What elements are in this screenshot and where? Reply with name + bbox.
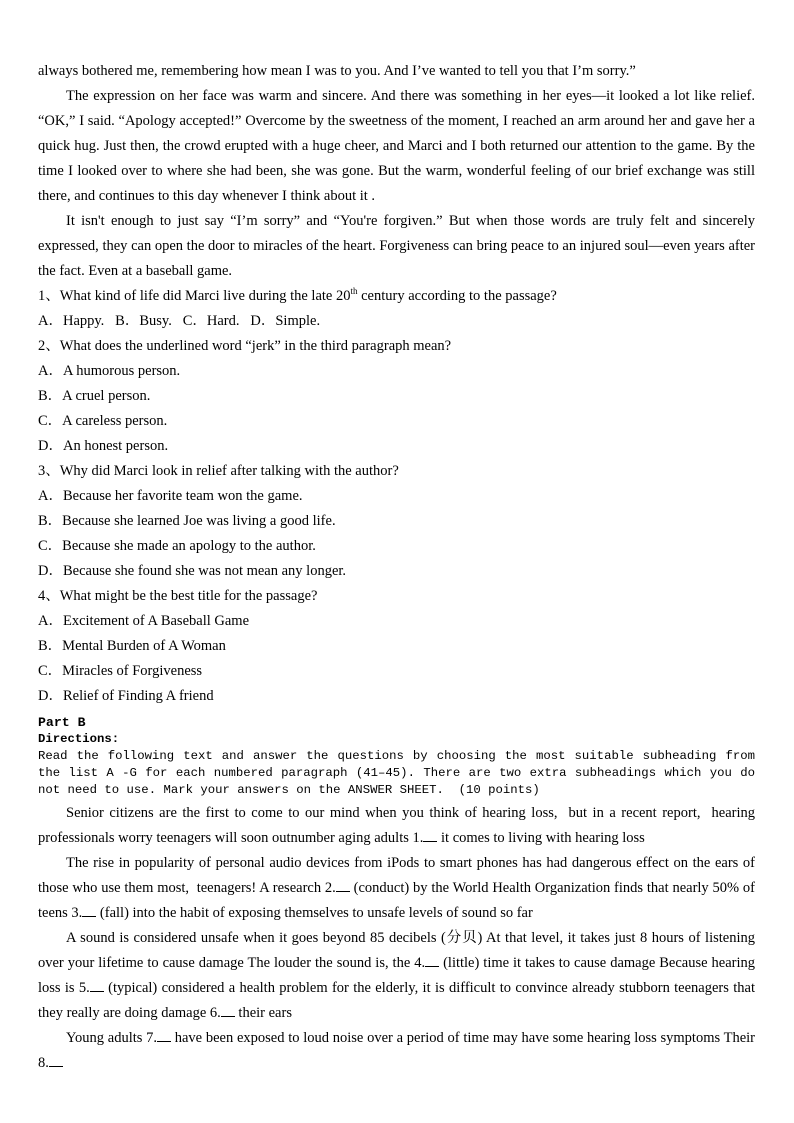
- cloze-text: Senior citizens are the first to come to our mind when you think of hearing loss, but in a recent report, hearing professionals worry teenagers will soon outnumber aging adults 1.: [38, 805, 759, 846]
- directions-label: Directions:: [38, 732, 120, 746]
- blank-7: [157, 1041, 171, 1042]
- cloze-text: it comes to living with hearing loss: [437, 830, 645, 846]
- question-3-option-d: D．Because she found she was not mean any longer.: [38, 563, 347, 579]
- blank-4: [425, 966, 439, 967]
- question-4-option-c: C．Miracles of Forgiveness: [38, 663, 203, 679]
- cloze-paragraph-2: [38, 851, 759, 926]
- question-4-option-b: B．Mental Burden of A Woman: [38, 638, 226, 654]
- part-b-heading: Part B: [38, 715, 86, 730]
- question-1-superscript: th: [350, 286, 358, 297]
- question-3-option-a: A．Because her favorite team won the game.: [38, 488, 303, 504]
- question-1: [38, 284, 755, 309]
- question-2-option-a: A．A humorous person.: [38, 363, 181, 379]
- blank-2: [336, 891, 350, 892]
- cloze-text: (fall) into the habit of exposing themselves to unsafe levels of sound so far: [96, 905, 533, 921]
- passage-paragraph-3: It isn't enough to just say “I’m sorry” and “You're forgiven.” But when those words are truly felt and sincerely expressed, they can open the door to miracles of the heart. Forgiveness can bring peace to an injured soul—even years after the fact. Even at a baseball game.: [38, 213, 759, 279]
- question-2-option-b: B．A cruel person.: [38, 388, 151, 404]
- question-2-option-d: D．An honest person.: [38, 438, 169, 454]
- blank-3: [82, 916, 96, 917]
- question-2-option-c: C．A careless person.: [38, 413, 168, 429]
- question-4-option-a: A．Excitement of A Baseball Game: [38, 613, 250, 629]
- question-2: 2、What does the underlined word “jerk” in the third paragraph mean?: [38, 338, 452, 354]
- passage-paragraph-2: The expression on her face was warm and sincere. And there was something in her eyes—it looked a lot like relief. “OK,” I said. “Apology accepted!” Overcome by the sweetness of the moment, I reached an arm around her and gave her a quick hug. Just then, the crowd erupted with a huge cheer, and Marci and I both returned our attention to the game. By the time I looked over to where she had been, she was gone. But the warm, wonderful feeling of our brief exchange was still there, and continues to this day whenever I think about it .: [38, 88, 759, 204]
- blank-1: [423, 841, 437, 842]
- cloze-text: their ears: [234, 1005, 292, 1021]
- cloze-paragraph-4: [38, 1026, 759, 1076]
- question-3: 3、Why did Marci look in relief after talking with the author?: [38, 463, 399, 479]
- cloze-text: Young adults 7.: [66, 1030, 158, 1046]
- blank-8: [49, 1066, 63, 1067]
- question-3-option-b: B．Because she learned Joe was living a good life.: [38, 513, 336, 529]
- directions-text: Read the following text and answer the questions by choosing the most suitable subheading from the list A -G for each numbered paragraph (41–45). There are two extra subheadings which you do not need to use. Mark your answers on the ANSWER SHEET. (10 points): [38, 749, 763, 797]
- passage-paragraph-1: always bothered me, remembering how mean I was to you. And I’ve wanted to tell you that I’m sorry.”: [38, 63, 636, 79]
- cloze-paragraph-3: [38, 926, 759, 1026]
- question-1-text-end: century according to the passage?: [357, 288, 557, 304]
- blank-6: [221, 1016, 235, 1017]
- cloze-text: (little) time it takes to cause damage Because hearing loss is 5.: [38, 955, 759, 996]
- question-3-option-c: C．Because she made an apology to the author.: [38, 538, 316, 554]
- question-1-text: 1、What kind of life did Marci live during the late 20: [38, 288, 351, 304]
- blank-5: [90, 991, 104, 992]
- cloze-text: (conduct) by the World Health Organization finds that nearly 50% of teens 3.: [38, 880, 759, 921]
- question-1-options: A．Happy. B．Busy. C．Hard. D．Simple.: [38, 313, 321, 329]
- question-4-option-d: D．Relief of Finding A friend: [38, 688, 214, 704]
- cloze-text: have been exposed to loud noise over a period of time may have some hearing loss symptoms Their 8.: [38, 1030, 759, 1071]
- cloze-text: (typical) considered a health problem for the elderly, it is difficult to convince already stubborn teenagers that they really are doing damage 6.: [38, 980, 759, 1021]
- question-4: 4、What might be the best title for the passage?: [38, 588, 318, 604]
- cloze-text: A sound is considered unsafe when it goes beyond 85 decibels (分贝) At that level, it takes just 8 hours of listening over your lifetime to cause damage The louder the sound is, the 4.: [38, 930, 759, 971]
- cloze-text: The rise in popularity of personal audio devices from iPods to smart phones has had dangerous effect on the ears of those who use them most, teenagers! A research 2.: [38, 855, 759, 896]
- cloze-paragraph-1: [38, 801, 759, 851]
